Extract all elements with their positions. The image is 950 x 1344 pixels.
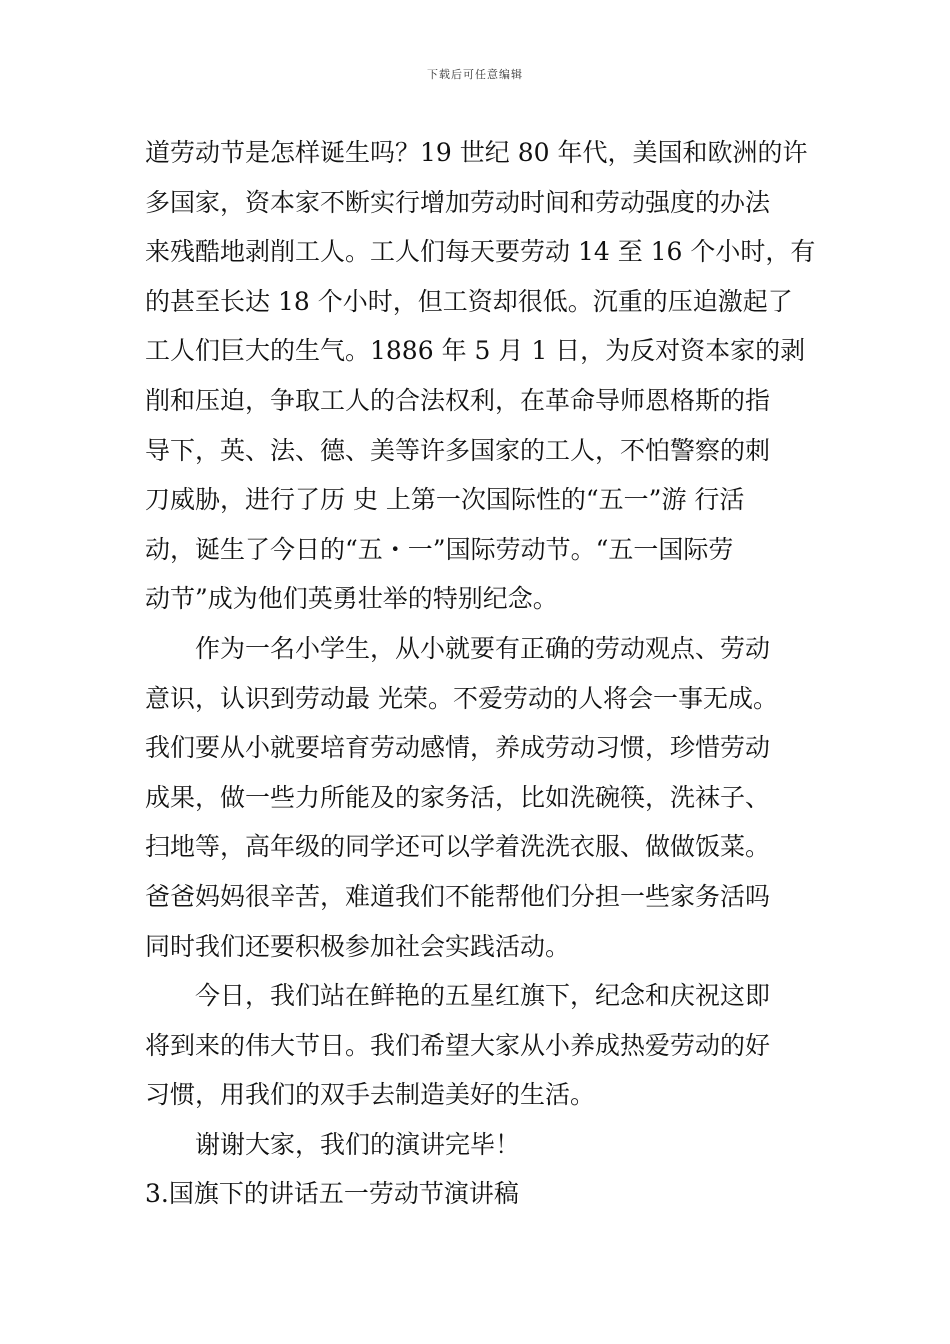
text-line: 作为一名小学生，从小就要有正确的劳动观点、劳动: [145, 633, 771, 663]
text-line: 谢谢大家，我们的演讲完毕！: [145, 1129, 521, 1159]
text-line: 习惯，用我们的双手去制造美好的生活。: [145, 1080, 596, 1110]
text-line: 意识，认识到劳动最 光荣。不爱劳动的人将会一事无成。: [145, 683, 778, 713]
text-line: 削和压迫，争取工人的合法权利，在革命导师恩格斯的指: [145, 385, 771, 415]
text-line: 动节”成为他们英勇壮举的特别纪念。: [145, 584, 558, 614]
text-line: 刀威胁，进行了历 史 上第一次国际性的“五一”游 行活: [145, 485, 745, 515]
text-line: 多国家，资本家不断实行增加劳动时间和劳动强度的办法: [145, 187, 771, 217]
text-line: 今日，我们站在鲜艳的五星红旗下，纪念和庆祝这即: [145, 981, 771, 1011]
section-heading: 3.国旗下的讲话五一劳动节演讲稿: [145, 1179, 519, 1209]
text-line: 工人们巨大的生气。1886 年 5 月 1 日，为反对资本家的剥: [145, 336, 806, 366]
text-line: 扫地等，高年级的同学还可以学着洗洗衣服、做做饭菜。: [145, 832, 771, 862]
text-line: 将到来的伟大节日。我们希望大家从小养成热爱劳动的好: [145, 1030, 771, 1060]
text-line: 动，诞生了今日的“五・一”国际劳动节。“五一国际劳: [145, 534, 734, 564]
text-line: 我们要从小就要培育劳动感情，养成劳动习惯，珍惜劳动: [145, 733, 771, 763]
text-line: 爸爸妈妈很辛苦，难道我们不能帮他们分担一些家务活吗: [145, 881, 771, 911]
text-line: 的甚至长达 18 个小时，但工资却很低。沉重的压迫激起了: [145, 286, 793, 316]
text-line: 导下，英、法、德、美等许多国家的工人，不怕警察的刺: [145, 435, 771, 465]
header-note: 下载后可任意编辑: [427, 68, 523, 81]
text-line: 同时我们还要积极参加社会实践活动。: [145, 931, 571, 961]
text-line: 成果，做一些力所能及的家务活，比如洗碗筷，洗袜子、: [145, 782, 771, 812]
text-line: 道劳动节是怎样诞生吗？19 世纪 80 年代，美国和欧洲的许: [145, 138, 808, 167]
document-body: [145, 128, 816, 1219]
text-line: 来残酷地剥削工人。工人们每天要劳动 14 至 16 个小时，有: [145, 237, 816, 267]
